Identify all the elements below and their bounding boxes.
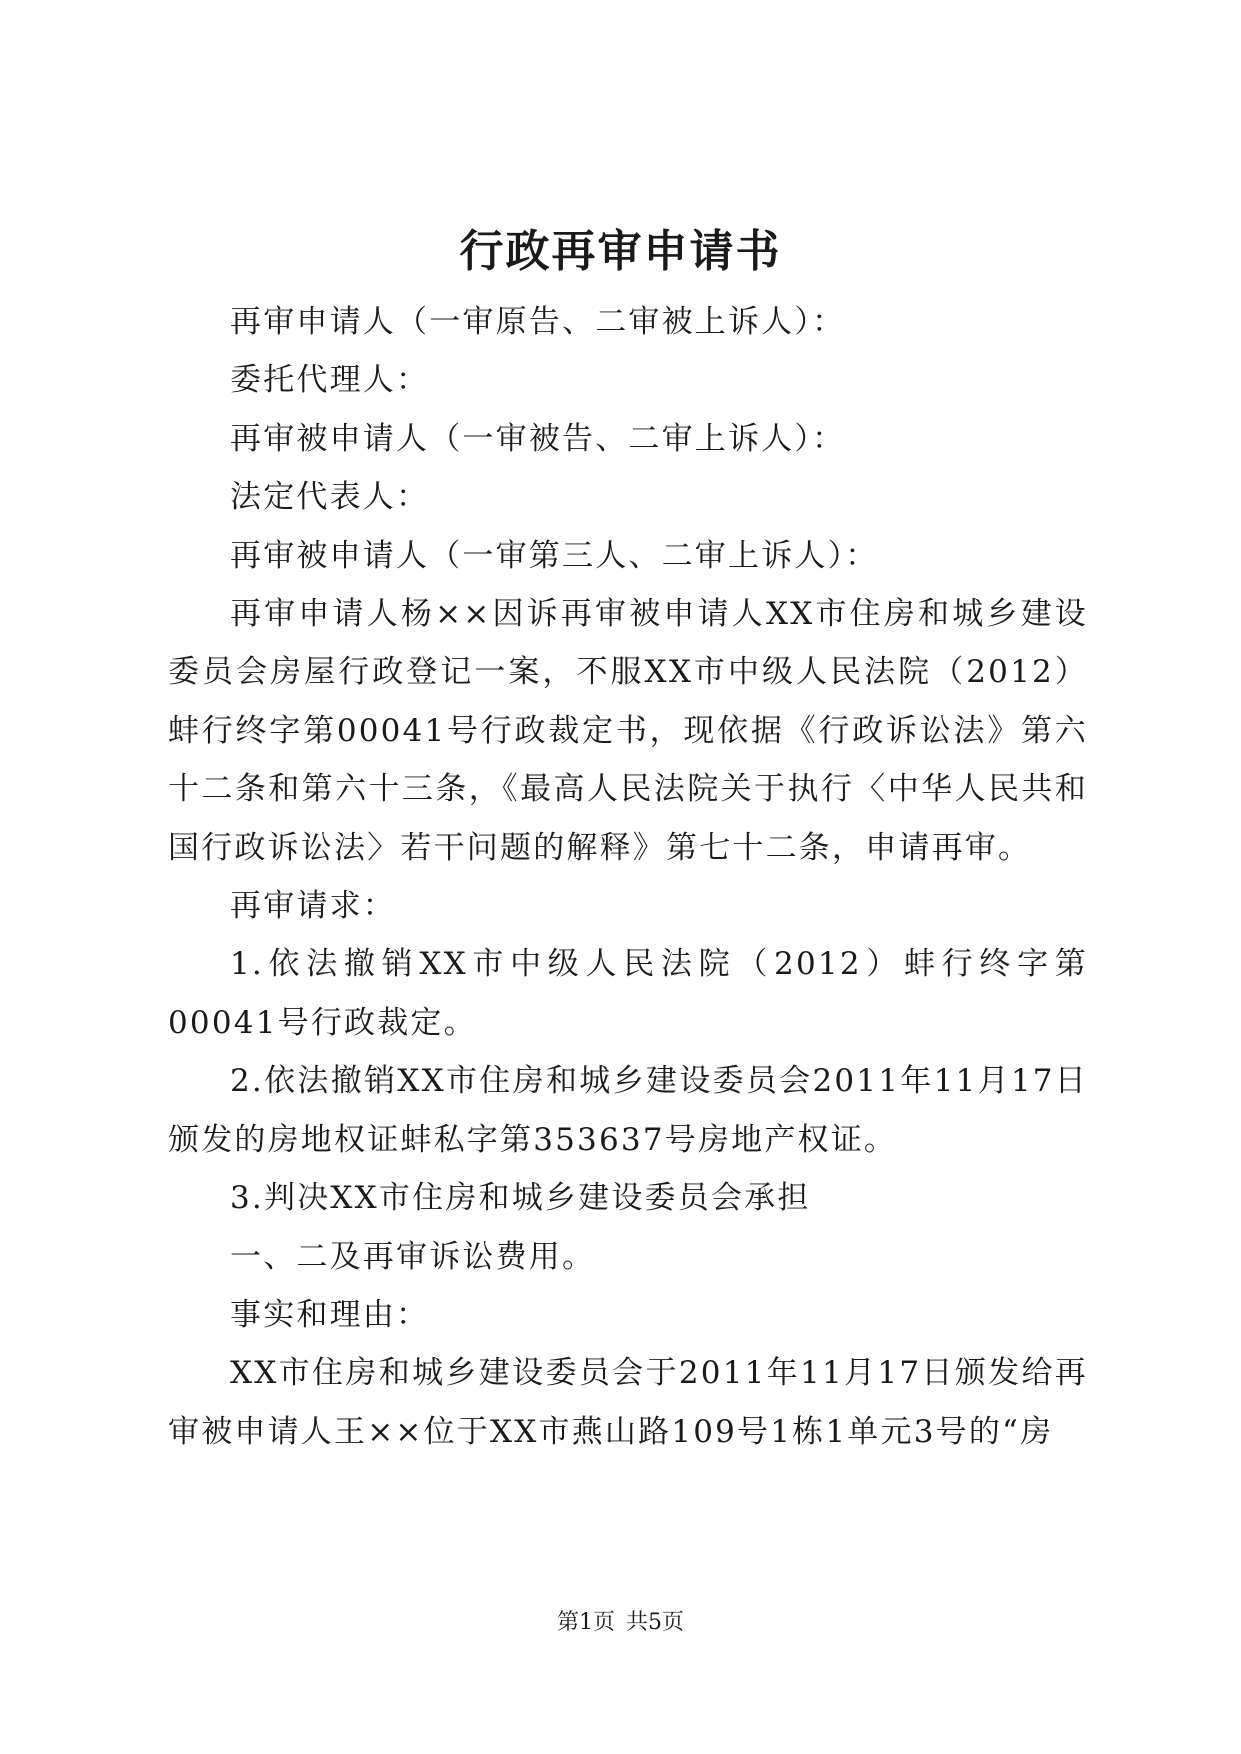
document-title: 行政再审申请书 — [459, 226, 782, 277]
paragraph-third-party: 再审被申请人（一审第三人、二审上诉人）： — [230, 537, 879, 574]
paragraph-applicant: 再审申请人（一审原告、二审被上诉人）： — [230, 304, 846, 340]
document-body — [168, 293, 1088, 1461]
page-number: 第1页 — [557, 1610, 615, 1635]
paragraph-agent: 委托代理人： — [230, 362, 430, 399]
paragraph-request-3-cont: 一、二及再审诉讼费用。 — [230, 1238, 596, 1275]
paragraph-facts-heading: 事实和理由： — [230, 1296, 430, 1333]
paragraph-request-3: 3.判决XX市住房和城乡建设委员会承担 — [230, 1180, 811, 1217]
page-total: 共5页 — [626, 1610, 684, 1635]
paragraph-request-2: 2.依法撤销XX市住房和城乡建设委员会2011年11月17日颁发的房地权证蚌私字第353637号房地产权证。 — [168, 1063, 1088, 1158]
paragraph-legal-rep: 法定代表人： — [230, 479, 430, 516]
paragraph-respondent: 再审被申请人（一审被告、二审上诉人）： — [230, 420, 846, 457]
paragraph-request-1: 1.依法撤销XX市中级人民法院（2012）蚌行终字第00041号行政裁定。 — [168, 946, 1088, 1041]
paragraph-intro: 再审申请人杨××因诉再审被申请人XX市住房和城乡建设委员会房屋行政登记一案，不服XX市中级人民法院（2012）蚌行终字第00041号行政裁定书，现依据《行政诉讼法》第六十二条和第六十三条，《最高人民法院关于执行〈中华人民共和国行政诉讼法〉若干问题的解释》第七十二条，申请再审。 — [168, 596, 1088, 866]
paragraph-requests-heading: 再审请求： — [230, 888, 396, 925]
page-footer — [0, 1608, 1241, 1638]
paragraph-facts: XX市住房和城乡建设委员会于2011年11月17日颁发给再审被申请人王××位于XX市燕山路109号1栋1单元3号的“房 — [168, 1355, 1088, 1450]
